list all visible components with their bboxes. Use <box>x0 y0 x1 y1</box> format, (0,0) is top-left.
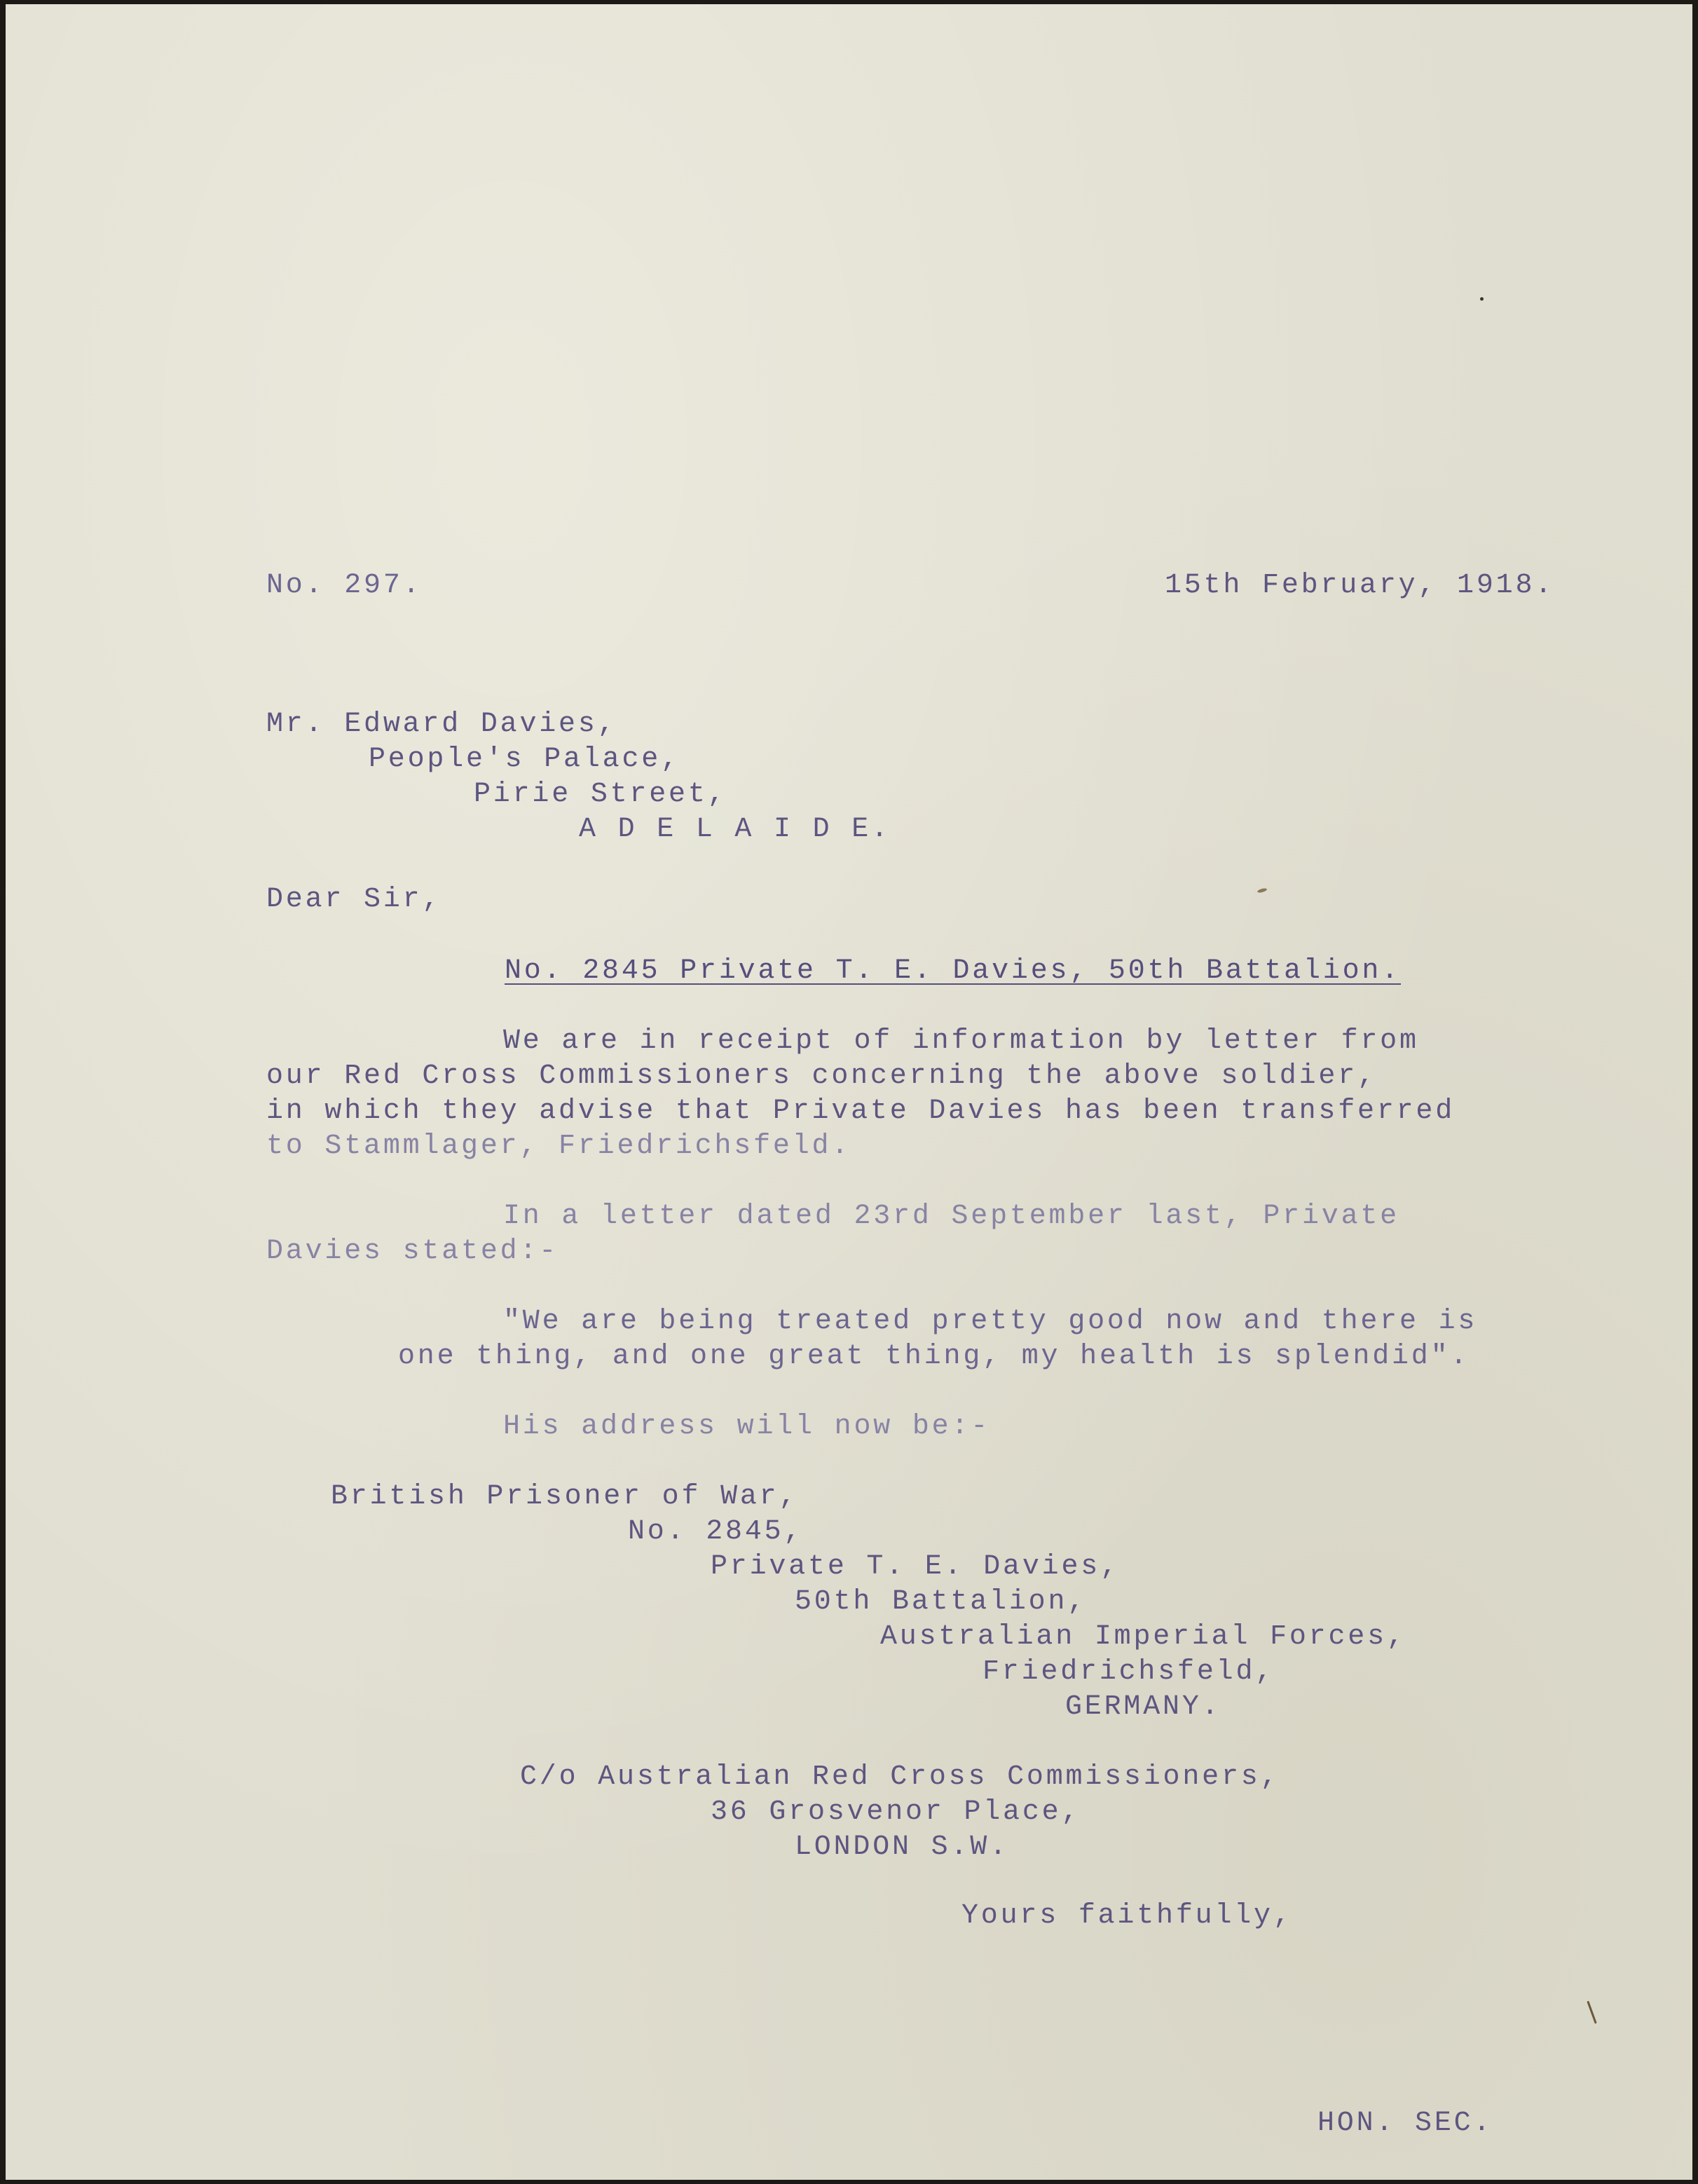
paragraph-1-line-1: We are in receipt of information by letter from <box>503 1025 1419 1057</box>
pow-address-line-7: GERMANY. <box>1065 1691 1221 1723</box>
recipient-city: A D E L A I D E. <box>579 814 891 845</box>
paragraph-1-line-3: in which they advise that Private Davies has been transferred <box>266 1096 1456 1127</box>
address-intro: His address will now be:- <box>503 1411 991 1442</box>
pow-address-line-4: 50th Battalion, <box>795 1586 1088 1618</box>
paragraph-2-line-2: Davies stated:- <box>266 1236 559 1267</box>
pow-address-line-6: Friedrichsfeld, <box>982 1656 1275 1688</box>
signature-block: HON. SEC. <box>1317 2108 1493 2139</box>
closing: Yours faithfully, <box>961 1900 1293 1932</box>
ink-speck <box>1257 887 1268 893</box>
letter-subject: No. 2845 Private T. E. Davies, 50th Battalion. <box>505 955 1401 987</box>
pow-address-line-1: British Prisoner of War, <box>331 1481 799 1513</box>
letter-page <box>6 4 1692 2180</box>
pow-address-line-2: No. 2845, <box>628 1516 804 1548</box>
recipient-name: Mr. Edward Davies, <box>266 709 617 740</box>
reference-number: No. 297. <box>266 570 423 601</box>
paragraph-1-line-4: to Stammlager, Friedrichsfeld. <box>266 1131 851 1162</box>
pow-address-line-3: Private T. E. Davies, <box>711 1551 1120 1583</box>
recipient-address-line-1: People's Palace, <box>369 744 680 775</box>
pow-address-line-5: Australian Imperial Forces, <box>880 1621 1406 1653</box>
quote-line-1: "We are being treated pretty good now and there is <box>503 1306 1478 1337</box>
ink-speck <box>1480 297 1484 301</box>
paragraph-2-line-1: In a letter dated 23rd September last, Private <box>503 1201 1399 1232</box>
salutation: Dear Sir, <box>266 884 442 915</box>
care-of-line-1: C/o Australian Red Cross Commissioners, <box>520 1761 1280 1793</box>
pen-mark <box>1587 2001 1596 2024</box>
letter-date: 15th February, 1918. <box>1165 570 1555 601</box>
recipient-address-line-2: Pirie Street, <box>474 779 727 810</box>
paragraph-1-line-2: our Red Cross Commissioners concerning the above soldier, <box>266 1060 1377 1092</box>
care-of-line-2: 36 Grosvenor Place, <box>711 1796 1081 1828</box>
care-of-line-3: LONDON S.W. <box>795 1831 1009 1863</box>
quote-line-2: one thing, and one great thing, my health is splendid". <box>398 1341 1470 1372</box>
